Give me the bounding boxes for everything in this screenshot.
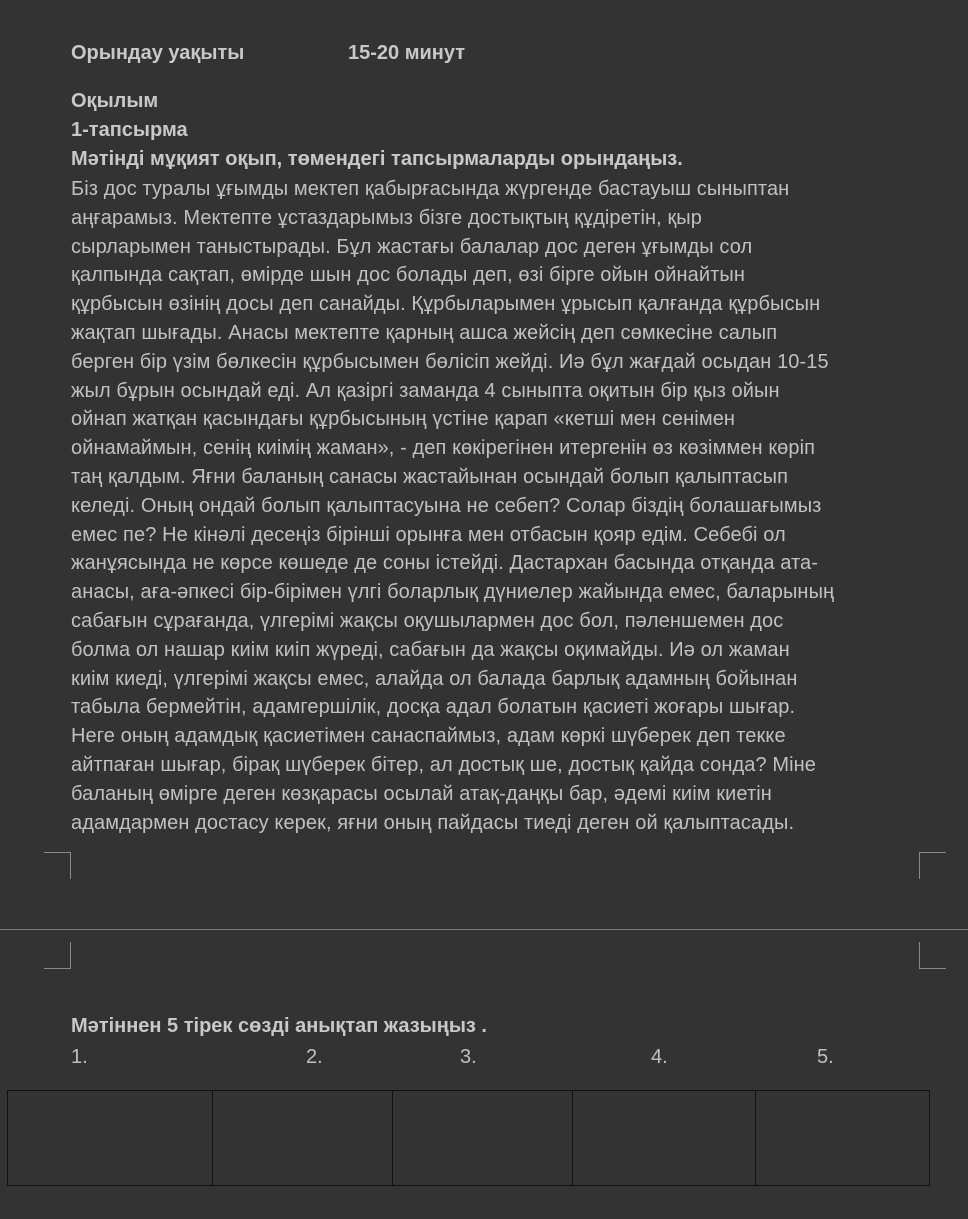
text-line: Біз дос туралы ұғымды мектеп қабырғасында жүргенде бастауыш сыныптан <box>71 178 790 200</box>
text-line: аңғарамыз. Мектепте ұстаздарымыз бізге достықтың құдіретін, қыр <box>71 206 703 229</box>
text-line: келеді. Оның ондай болып қалыптасуына не себеп? Солар біздің болашағымыз <box>71 494 822 517</box>
text-line: емес пе? Не кінәлі десеңіз бірінші орынға мен отбасын қояр едім. Себебі ол <box>71 523 786 546</box>
task-number: 1-тапсырма <box>71 119 188 141</box>
section-title: Оқылым <box>71 90 159 112</box>
answer-number-5: 5. <box>817 1046 834 1068</box>
crop-mark-top-right <box>919 852 946 879</box>
text-line: болма ол нашар киім киіп жүреді, сабағын да жақсы оқимайды. Иә ол жаман <box>71 638 790 661</box>
text-line: Неге оның адамдық қасиетімен санаспаймыз, адам көркі шүберек деп текке <box>71 725 786 748</box>
text-line: жанұясында не көрсе көшеде де соны істейді. Дастархан басында отқанда ата- <box>71 552 818 575</box>
text-line: қалпында сақтап, өмірде шын дос болады деп, өзі бірге ойын ойнайтын <box>71 264 746 287</box>
time-value: 15-20 минут <box>348 42 466 64</box>
text-line: берген бір үзім бөлкесін құрбысымен бөлісіп жейді. Иә бұл жағдай осыдан 10-15 <box>71 350 829 373</box>
time-label: Орындау уақыты <box>71 42 245 64</box>
text-line: ойнап жатқан қасындағы құрбысының үстіне қарап «кетші мен сенімен <box>71 408 736 431</box>
text-line: баланың өмірге деген көзқарасы осылай атақ-даңқы бар, әдемі киім киетін <box>71 782 772 805</box>
text-line: адамдармен достасу керек, яғни оның пайдасы тиеді деген ой қалыптасады. <box>71 811 795 834</box>
text-line: жақтап шығады. Анасы мектепте қарның ашса жейсің деп сөмкесіне салып <box>71 321 778 344</box>
answer-cell-2[interactable] <box>213 1091 393 1186</box>
answer-number-4: 4. <box>651 1046 668 1068</box>
text-line: ойнамаймын, сенің киімің жаман», - деп көкірегінен итергенін өз көзіммен көріп <box>71 437 816 460</box>
text-line: таң қалдым. Яғни баланың санасы жастайынан осындай болып қалыптасып <box>71 465 789 488</box>
answer-number-1: 1. <box>71 1046 88 1068</box>
answer-cell-3[interactable] <box>393 1091 573 1186</box>
table-row <box>8 1091 930 1186</box>
text-line: құрбысын өзінің досы деп санайды. Құрбыларымен ұрысып қалғанда құрбысын <box>71 293 821 316</box>
answer-number-3: 3. <box>460 1046 477 1068</box>
text-line: сырларымен таныстырады. Бұл жастағы балалар дос деген ұғымды сол <box>71 235 753 258</box>
task-instruction: Мәтінді мұқият оқып, төмендегі тапсырмаларды орындаңыз. <box>71 148 683 170</box>
answer-cell-4[interactable] <box>573 1091 756 1186</box>
answer-number-2: 2. <box>306 1046 323 1068</box>
crop-mark-top-left <box>44 852 71 879</box>
text-line: жыл бұрын осындай еді. Ал қазіргі заманда 4 сыныпта оқитын бір қыз ойын <box>71 379 780 402</box>
text-line: анасы, аға-әпкесі бір-бірімен үлгі боларлық дүниелер жайында емес, баларының <box>71 581 835 604</box>
answer-cell-5[interactable] <box>756 1091 930 1186</box>
answer-table <box>7 1090 930 1186</box>
reading-text <box>71 175 916 837</box>
text-line: табыла бермейтін, адамгершілік, досқа адал болатын қасиеті жоғары шығар. <box>71 696 796 719</box>
crop-mark-bottom-left <box>44 942 71 969</box>
text-line: киім киеді, үлгерімі жақсы емес, алайда ол балада барлық адамның бойынан <box>71 667 798 690</box>
text-line: сабағын сұрағанда, үлгерімі жақсы оқушылармен дос бол, пәленшемен дос <box>71 609 784 632</box>
task2-instruction: Мәтіннен 5 тірек сөзді анықтап жазыңыз . <box>71 1015 487 1037</box>
crop-mark-bottom-right <box>919 942 946 969</box>
page-break-divider <box>0 929 968 930</box>
text-line: айтпаған шығар, бірақ шүберек бітер, ал достық ше, достық қайда сонда? Міне <box>71 753 817 776</box>
answer-cell-1[interactable] <box>8 1091 213 1186</box>
